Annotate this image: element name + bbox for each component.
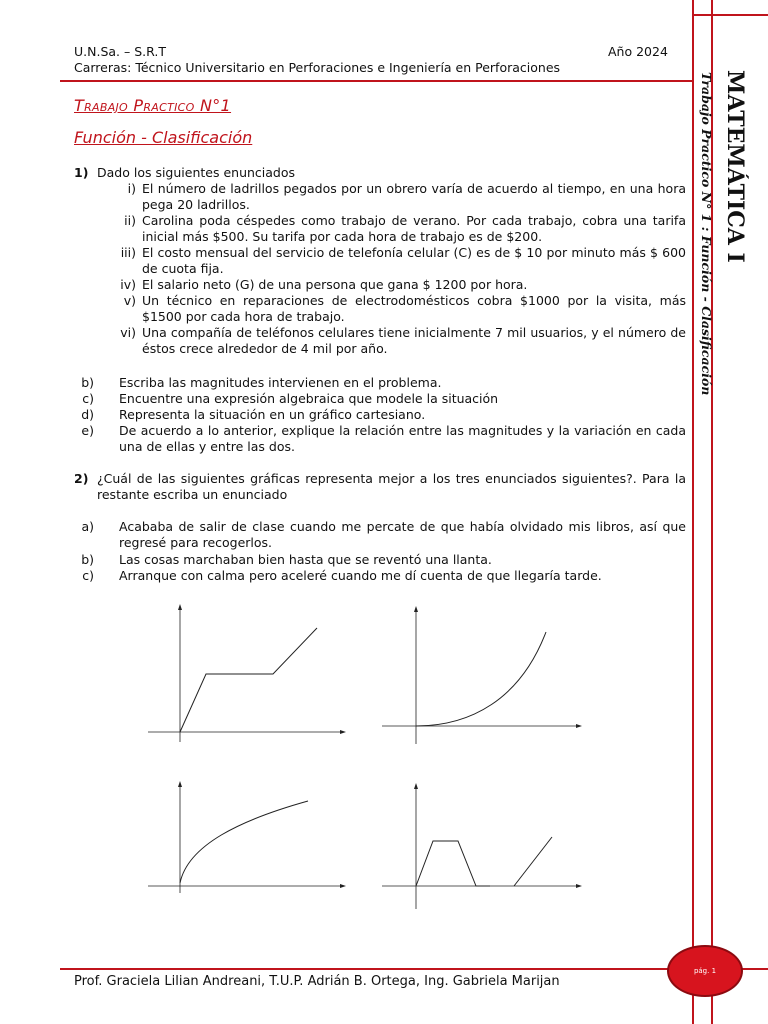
margin-line-left [692, 0, 694, 1024]
statement-marker: b) [81, 552, 94, 567]
x-axis-arrow [340, 730, 346, 734]
task-text: Escriba las magnitudes intervienen en el problema. [119, 375, 442, 390]
curve-segment [514, 837, 552, 886]
task-marker: c) [82, 391, 94, 406]
statement-marker: iv) [120, 277, 136, 292]
x-axis-arrow [340, 884, 346, 888]
task-marker: b) [81, 375, 94, 390]
graph-accelerating [380, 600, 590, 745]
authors-label: Prof. Graciela Lilian Andreani, T.U.P. Adrián B. Ortega, Ing. Gabriela Marijan [74, 974, 560, 989]
statement-marker: i) [127, 181, 136, 196]
graph-plateau [140, 600, 350, 745]
q1-intro: Dado los siguientes enunciados [97, 165, 296, 180]
x-axis-arrow [576, 724, 582, 728]
statement-text: El número de ladrillos pegados por un obrero varía de acuerdo al tiempo, en una hora pega 20 ladrillos. [142, 181, 686, 212]
y-axis-arrow [414, 783, 418, 789]
statement-marker: iii) [120, 245, 136, 260]
statement-marker: a) [81, 519, 94, 534]
task-marker: d) [81, 407, 94, 422]
y-axis-arrow [414, 606, 418, 612]
subtitle-vertical: Trabajo Practico N° 1 : Función - Clasificación [699, 72, 714, 396]
q2-intro: ¿Cuál de las siguientes gráficas representa mejor a los tres enunciados siguientes?. Para la restante escriba un enunciado [97, 471, 686, 502]
curve [416, 632, 546, 726]
task-text: Encuentre una expresión algebraica que modele la situación [119, 391, 499, 406]
q2-number: 2) [74, 471, 89, 486]
statement-marker: v) [123, 293, 136, 308]
curve [180, 628, 317, 732]
page-badge [667, 945, 743, 997]
curve [416, 841, 490, 886]
statement-marker: vi) [120, 325, 136, 340]
y-axis-arrow [178, 604, 182, 610]
statement-marker: ii) [124, 213, 136, 228]
page-number: pág. 1 [693, 967, 717, 975]
task-marker: e) [81, 423, 94, 438]
careers-label: Carreras: Técnico Universitario en Perforaciones e Ingeniería en Perforaciones [74, 60, 561, 75]
graph-decelerating [140, 775, 350, 895]
task-text: Representa la situación en un gráfico cartesiano. [119, 407, 426, 422]
statement-text: Un técnico en reparaciones de electrodomésticos cobra $1000 por la visita, más $1500 por cada hora de trabajo. [142, 293, 686, 324]
graph-trapezoid [380, 775, 590, 915]
statement-text: Carolina poda céspedes como trabajo de verano. Por cada trabajo, cobra una tarifa inicial más $500. Su tarifa por cada hora de trabajo es de $200. [142, 213, 686, 244]
statement-marker: c) [82, 568, 94, 583]
statement-text: Arranque con calma pero aceleré cuando me dí cuenta de que llegaría tarde. [119, 568, 602, 583]
statement-text: Acababa de salir de clase cuando me percate de que había olvidado mis libros, así que regresé para recogerlos. [119, 519, 686, 550]
x-axis-arrow [576, 884, 582, 888]
practice-title: Trabajo Practico N°1 [74, 96, 232, 115]
topic-title: Función - Clasificación [74, 128, 253, 147]
curve [180, 801, 308, 883]
subject-vertical-title: MATEMÁTICA I [722, 70, 748, 263]
y-axis-arrow [178, 781, 182, 787]
footer-divider [60, 968, 768, 970]
statement-text: Las cosas marchaban bien hasta que se reventó una llanta. [119, 552, 492, 567]
institution-label: U.N.Sa. – S.R.T [74, 44, 166, 59]
q1-number: 1) [74, 165, 89, 180]
header-divider [60, 80, 692, 82]
year-label: Año 2024 [608, 44, 668, 59]
statement-text: Una compañía de teléfonos celulares tiene inicialmente 7 mil usuarios, y el número de éstos crece alrededor de 4 mil por año. [142, 325, 686, 356]
top-corner-line [692, 14, 768, 16]
statement-text: El costo mensual del servicio de telefonía celular (C) es de $ 10 por minuto más $ 600 de cuota fija. [142, 245, 686, 276]
statement-text: El salario neto (G) de una persona que gana $ 1200 por hora. [142, 277, 528, 292]
task-text: De acuerdo a lo anterior, explique la relación entre las magnitudes y la variación en cada una de ellas y entre las dos. [119, 423, 686, 454]
